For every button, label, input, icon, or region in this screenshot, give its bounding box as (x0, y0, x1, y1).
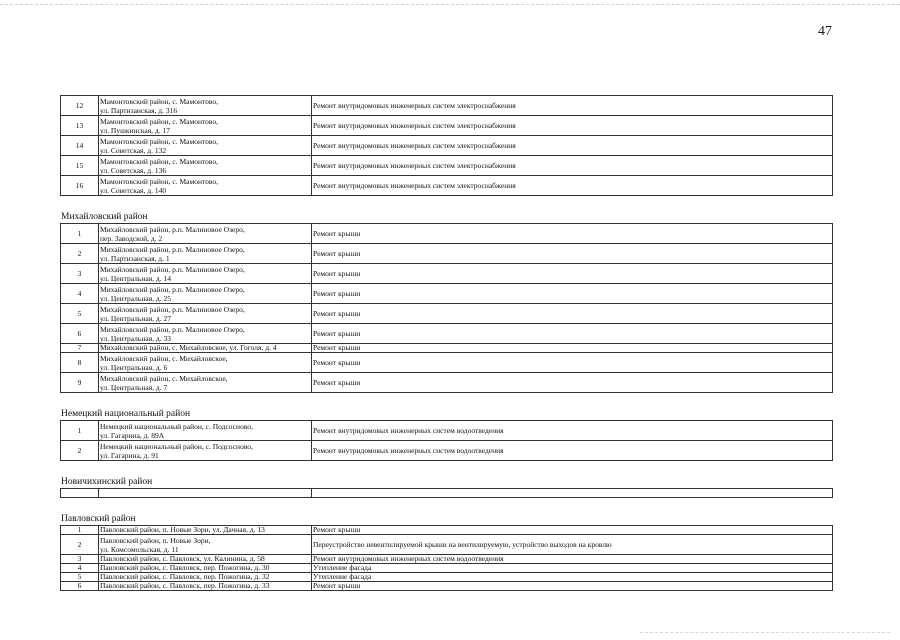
address-line-1: Немецкий национальный район, с. Подсосново, (100, 441, 253, 451)
table-row (61, 555, 833, 564)
cell-work-type: Переустройство невентилируемой крыши на вентилируемую, устройство выходов на кровлю (312, 535, 833, 555)
section-title-pavlovsky: Павловский район (61, 514, 136, 524)
cell-row-number: 2 (61, 244, 99, 264)
table-row (61, 324, 833, 344)
cell-work-type: Ремонт внутридомовых инженерных систем водоотведения (312, 441, 833, 461)
table-row (61, 564, 833, 573)
cell-row-number: 2 (61, 441, 99, 461)
cell-address (99, 156, 312, 176)
address-line-1: Михайловский район, с. Михайловское, (100, 373, 228, 383)
table-row (61, 176, 833, 196)
table-row-empty (61, 489, 833, 498)
address-line-2: ул. Комсомольская, д. 11 (100, 544, 179, 554)
table-row (61, 526, 833, 535)
cell-work-type: Ремонт крыши (312, 224, 833, 244)
address-line-2: ул. Центральная, д. 6 (100, 362, 168, 372)
table-novichikhinsky (60, 488, 833, 498)
address-line-1: Мамонтовский район, с. Мамонтово, (100, 116, 219, 126)
cell-row-number: 9 (61, 373, 99, 393)
cell-work-empty (312, 489, 833, 498)
cell-row-number: 5 (61, 304, 99, 324)
cell-address (99, 284, 312, 304)
cell-work-type: Ремонт крыши (312, 324, 833, 344)
table-row (61, 96, 833, 116)
table-nemetsky (60, 420, 833, 461)
cell-address (99, 224, 312, 244)
cell-row-number: 14 (61, 136, 99, 156)
address-line-1: Павловский район, п. Новые Зори, (100, 535, 211, 545)
table-row (61, 441, 833, 461)
cell-work-type: Ремонт внутридомовых инженерных систем электроснабжения (312, 116, 833, 136)
address-line-2: ул. Центральная, д. 33 (100, 333, 171, 343)
table-pavlovsky (60, 525, 833, 591)
cell-row-number: 1 (61, 224, 99, 244)
top-edge-line (0, 4, 900, 5)
address-line-2: ул. Партизанская, д. 1 (100, 253, 170, 263)
cell-address (99, 244, 312, 264)
cell-work-type: Ремонт внутридомовых инженерных систем электроснабжения (312, 96, 833, 116)
address-line-1: Павловский район, с. Павловск, ул. Калинина, д. 58 (100, 554, 265, 563)
cell-work-type: Ремонт крыши (312, 344, 833, 353)
table-mikhailovsky (60, 223, 833, 393)
cell-row-number: 1 (61, 421, 99, 441)
page-number: 47 (818, 24, 832, 39)
cell-address (99, 324, 312, 344)
address-line-2: ул. Советская, д. 136 (100, 165, 167, 175)
address-line-1: Михайловский район, с. Михайловское, ул. Гоголя, д. 4 (100, 343, 277, 352)
address-line-2: пер. Заводской, д. 2 (100, 233, 163, 243)
cell-address (99, 555, 312, 564)
address-line-1: Михайловский район, р.п. Малиновое Озеро, (100, 324, 245, 334)
cell-row-number: 6 (61, 324, 99, 344)
address-line-1: Михайловский район, р.п. Малиновое Озеро, (100, 244, 245, 254)
cell-address (99, 353, 312, 373)
address-line-2: ул. Центральная, д. 7 (100, 382, 168, 392)
table-block-mamontovsky (60, 95, 833, 196)
table-body (61, 421, 833, 461)
table-row (61, 136, 833, 156)
cell-work-type: Ремонт крыши (312, 526, 833, 535)
cell-work-type: Ремонт внутридомовых инженерных систем электроснабжения (312, 156, 833, 176)
cell-work-type: Ремонт крыши (312, 284, 833, 304)
cell-address (99, 96, 312, 116)
cell-row-number: 15 (61, 156, 99, 176)
cell-address (99, 564, 312, 573)
cell-row-number: 2 (61, 535, 99, 555)
table-row (61, 156, 833, 176)
address-line-2: ул. Центральная, д. 25 (100, 293, 171, 303)
cell-address (99, 582, 312, 591)
cell-address (99, 136, 312, 156)
table-row (61, 116, 833, 136)
cell-work-type: Ремонт крыши (312, 373, 833, 393)
address-line-1: Мамонтовский район, с. Мамонтово, (100, 176, 219, 186)
cell-address (99, 304, 312, 324)
table-row (61, 344, 833, 353)
address-line-2: ул. Гагарина, д. 91 (100, 450, 159, 460)
cell-work-type: Ремонт крыши (312, 244, 833, 264)
address-line-2: ул. Центральная, д. 27 (100, 313, 171, 323)
table-row (61, 264, 833, 284)
cell-address (99, 373, 312, 393)
cell-address (99, 344, 312, 353)
table-row (61, 284, 833, 304)
cell-row-number: 3 (61, 555, 99, 564)
address-line-2: ул. Партизанская, д. 316 (100, 105, 178, 115)
table-row (61, 535, 833, 555)
address-line-2: ул. Советская, д. 132 (100, 145, 167, 155)
table-row (61, 573, 833, 582)
table-row (61, 353, 833, 373)
cell-work-type: Ремонт внутридомовых инженерных систем водоотведения (312, 421, 833, 441)
cell-row-number: 8 (61, 353, 99, 373)
table-row (61, 224, 833, 244)
table-body (61, 224, 833, 393)
bottom-edge-line (640, 632, 890, 633)
cell-work-type: Ремонт внутридомовых инженерных систем электроснабжения (312, 136, 833, 156)
address-line-1: Павловский район, п. Новые Зори, ул. Дачная, д. 13 (100, 525, 265, 534)
cell-num-empty (61, 489, 99, 498)
address-line-1: Михайловский район, р.п. Малиновое Озеро, (100, 224, 245, 234)
cell-address-empty (99, 489, 312, 498)
address-line-2: ул. Центральная, д. 14 (100, 273, 171, 283)
cell-row-number: 4 (61, 284, 99, 304)
cell-work-type: Ремонт крыши (312, 582, 833, 591)
cell-row-number: 7 (61, 344, 99, 353)
table-row (61, 421, 833, 441)
address-line-1: Михайловский район, р.п. Малиновое Озеро, (100, 264, 245, 274)
address-line-1: Михайловский район, р.п. Малиновое Озеро, (100, 284, 245, 294)
table-body (61, 489, 833, 498)
cell-work-type: Утепление фасада (312, 573, 833, 582)
cell-address (99, 535, 312, 555)
cell-row-number: 1 (61, 526, 99, 535)
address-line-1: Михайловский район, с. Михайловское, (100, 353, 228, 363)
cell-address (99, 573, 312, 582)
address-line-1: Мамонтовский район, с. Мамонтово, (100, 156, 219, 166)
section-title-novichikhinsky: Новичихинский район (61, 477, 153, 487)
cell-address (99, 421, 312, 441)
cell-address (99, 264, 312, 284)
cell-row-number: 5 (61, 573, 99, 582)
address-line-2: ул. Советская, д. 140 (100, 185, 167, 195)
address-line-1: Павловский район, с. Павловск, пер. Пожогина, д. 30 (100, 563, 270, 572)
table-row (61, 244, 833, 264)
cell-work-type: Ремонт крыши (312, 353, 833, 373)
cell-address (99, 116, 312, 136)
cell-work-type: Ремонт крыши (312, 304, 833, 324)
cell-row-number: 3 (61, 264, 99, 284)
cell-row-number: 4 (61, 564, 99, 573)
address-line-1: Павловский район, с. Павловск, пер. Пожогина, д. 33 (100, 581, 270, 590)
address-line-1: Мамонтовский район, с. Мамонтово, (100, 136, 219, 146)
cell-row-number: 6 (61, 582, 99, 591)
table-body (61, 526, 833, 591)
table-row (61, 582, 833, 591)
address-line-2: ул. Пушкинская, д. 17 (100, 125, 170, 135)
section-title-mikhailovsky: Михайловский район (61, 212, 148, 222)
address-line-1: Немецкий национальный район, с. Подсосново, (100, 421, 253, 431)
table-row (61, 373, 833, 393)
cell-address (99, 176, 312, 196)
document-sheet (60, 95, 832, 591)
cell-row-number: 12 (61, 96, 99, 116)
address-line-1: Мамонтовский район, с. Мамонтово, (100, 96, 219, 106)
cell-row-number: 13 (61, 116, 99, 136)
table-body (61, 96, 833, 196)
cell-work-type: Утепление фасада (312, 564, 833, 573)
cell-address (99, 441, 312, 461)
cell-work-type: Ремонт внутридомовых инженерных систем водоотведения (312, 555, 833, 564)
cell-work-type: Ремонт крыши (312, 264, 833, 284)
section-title-nemetsky: Немецкий национальный район (61, 409, 191, 419)
address-line-2: ул. Гагарина, д. 89А (100, 430, 165, 440)
table-row (61, 304, 833, 324)
cell-work-type: Ремонт внутридомовых инженерных систем электроснабжения (312, 176, 833, 196)
address-line-1: Михайловский район, р.п. Малиновое Озеро, (100, 304, 245, 314)
cell-address (99, 526, 312, 535)
address-line-1: Павловский район, с. Павловск, пер. Пожогина, д. 32 (100, 572, 270, 581)
cell-row-number: 16 (61, 176, 99, 196)
